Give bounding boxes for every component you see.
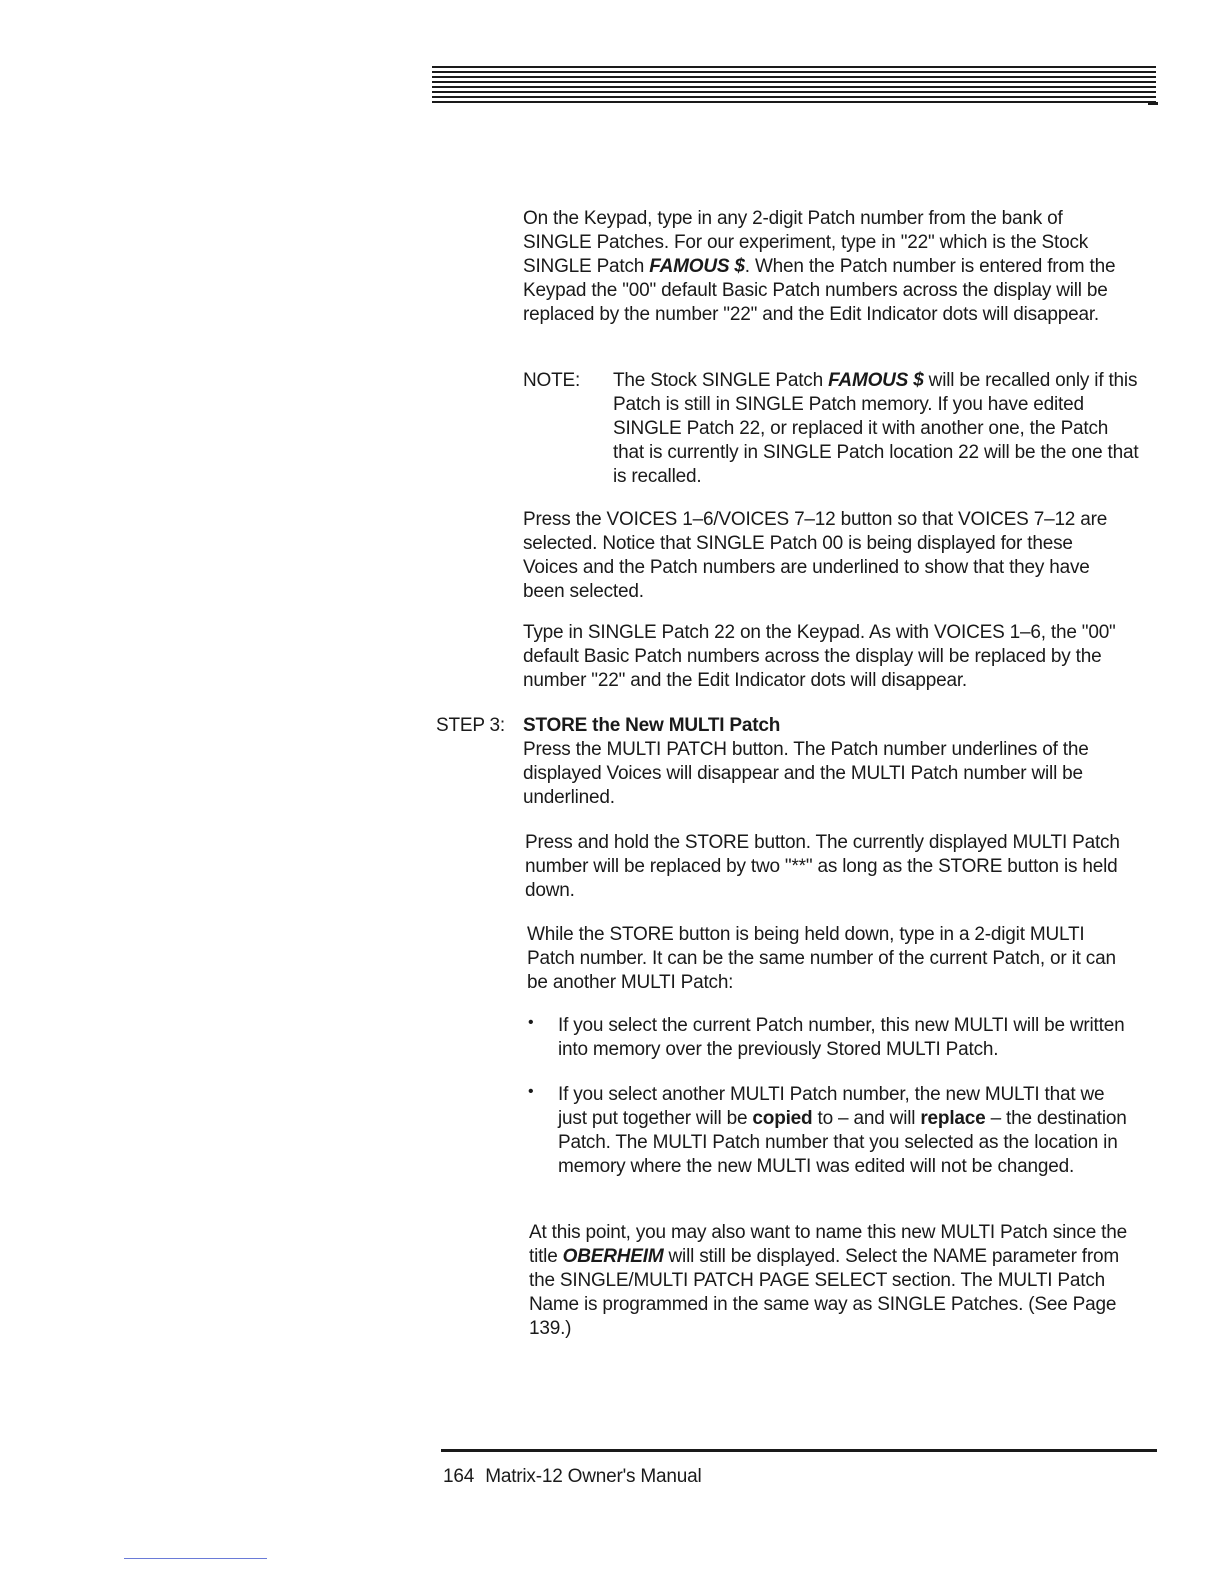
patch-name-famous: FAMOUS $: [828, 370, 924, 391]
note-text: The Stock SINGLE Patch FAMOUS $ will be recalled only if this Patch is still in SINGLE Patch memory. If you have edited SINGLE Patch 22, or replaced it with another one, the Patch that is currently in SINGLE Patch location 22 will be the one that is recalled.: [613, 370, 1139, 487]
step-label: STEP 3:: [436, 715, 506, 736]
note-block: [523, 369, 1143, 489]
list-item: • If you select another MULTI Patch number, the new MULTI that we just put together will be copied to – and will replace – the destination Patch. The MULTI Patch number that you selected as the location in memory where the new MULTI was edited will not be changed.: [528, 1083, 1127, 1177]
header-rule: [432, 66, 1156, 104]
intro-paragraph: On the Keypad, type in any 2-digit Patch number from the bank of SINGLE Patches. For our experiment, type in "22" which is the Stock SINGLE Patch FAMOUS $. When the Patch number is entered from the Keypad the "00" default Basic Patch numbers across the display will be replaced by the number "22" and the Edit Indicator dots will disappear.: [523, 208, 1116, 325]
voices-paragraph: Press the VOICES 1–6/VOICES 7–12 button so that VOICES 7–12 are selected. Notice that SINGLE Patch 00 is being displayed for these Voices and the Patch numbers are underlined to show that they have been selected.: [523, 509, 1108, 602]
patch-name-famous: FAMOUS $: [649, 256, 745, 277]
title-oberheim: OBERHEIM: [562, 1246, 664, 1267]
list-item: • If you select the current Patch number, this new MULTI will be written into memory over the previously Stored MULTI Patch.: [528, 1014, 1125, 1060]
page-footer: [443, 1465, 702, 1489]
note-label: NOTE:: [523, 370, 581, 391]
scan-edge-mark: [124, 1558, 267, 1559]
emphasis-copied: copied: [752, 1108, 813, 1129]
footer-rule: [441, 1449, 1157, 1452]
emphasis-replace: replace: [920, 1108, 986, 1129]
step3-paragraph-4: At this point, you may also want to name this new MULTI Patch since the title OBERHEIM will still be displayed. Select the NAME parameter from the SINGLE/MULTI PATCH PAGE SELECT section. The MULTI Patch Name is programmed in the same way as SINGLE Patches. (See Page 139.): [529, 1222, 1127, 1339]
bullet-icon: •: [528, 1083, 534, 1100]
step3-paragraph-1: Press the MULTI PATCH button. The Patch number underlines of the displayed Voices will disappear and the MULTI Patch number will be underlined.: [523, 739, 1089, 808]
step3-block: [523, 714, 1123, 810]
step3-paragraph-2: Press and hold the STORE button. The currently displayed MULTI Patch number will be replaced by two "**" as long as the STORE button is held down.: [525, 832, 1120, 901]
step-title: STORE the New MULTI Patch: [523, 715, 781, 736]
bullet-icon: •: [528, 1014, 534, 1031]
page-number: 164: [443, 1466, 475, 1487]
manual-title: Matrix-12 Owner's Manual: [485, 1466, 702, 1487]
keypad-paragraph: Type in SINGLE Patch 22 on the Keypad. As with VOICES 1–6, the "00" default Basic Patch numbers across the display will be replaced by the number "22" and the Edit Indicator dots will disappear.: [523, 622, 1116, 691]
step3-paragraph-3: While the STORE button is being held down, type in a 2-digit MULTI Patch number. It can be the same number of the current Patch, or it can be another MULTI Patch:: [527, 924, 1116, 993]
